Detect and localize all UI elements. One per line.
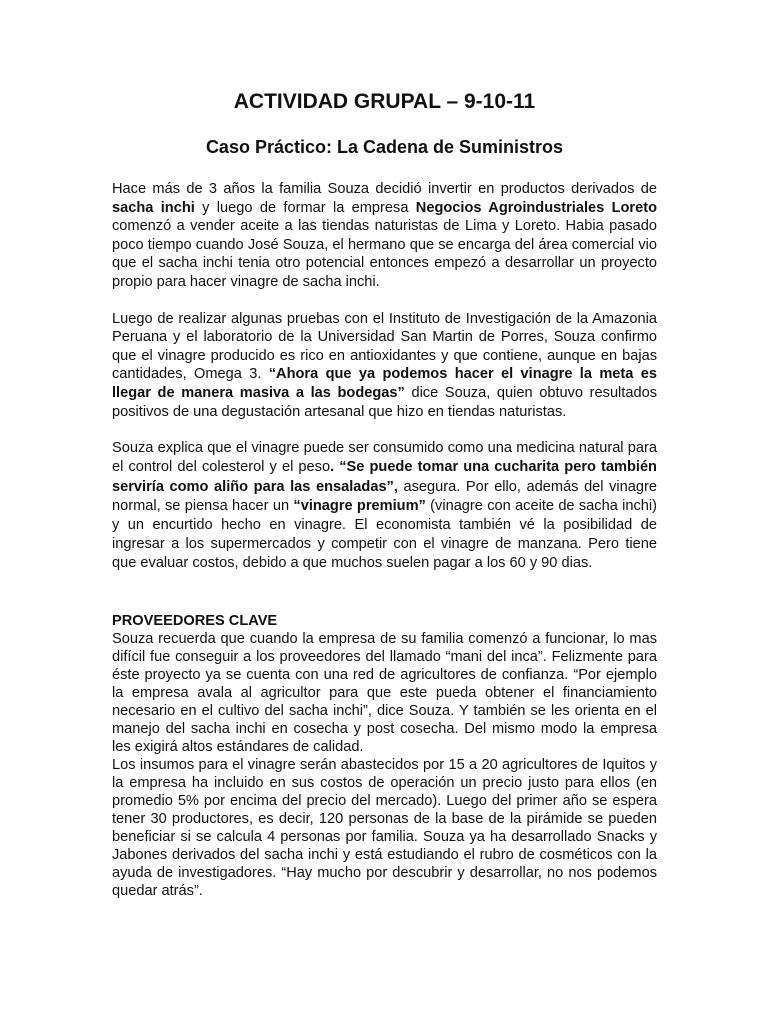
paragraph-text: (vinagre con aceite de sacha inchi) y un encurtido hecho en vinagre. El economista también vé la posibilidad de ingresar a los supermercados y competir con el vinagre de manzana. Pero tiene que evaluar costos, debido a que muchos suelen pagar a los 60 y 90 dias.: [112, 497, 657, 572]
paragraph-text: asegura. Por ello, además del vinagre normal, se piensa hacer un: [112, 478, 657, 514]
paragraph-suppliers: Souza recuerda que cuando la empresa de su familia comenzó a funcionar, lo mas difícil fue conseguir a los proveedores del llamado “mani del inca”. Felizmente para éste proyecto ya se cuenta con una red de agricultores de confianza. “Por ejemplo la empresa avala al agricultor para que este pueda obtener el financiamiento necesario en el cultivo del sacha inchi”, dice Souza. Y también se les orienta en el manejo del sacha inchi en cosecha y post cosecha. Del mismo modo la empresa les exigirá altos estándares de calidad.: [112, 630, 657, 755]
paragraph-text: Hace más de 3 años la familia Souza decidió invertir en productos derivados de: [112, 181, 657, 197]
paragraph-text: Luego de realizar algunas pruebas con el Instituto de Investigación de la Amazonia Peruana y el laboratorio de la Universidad San Martin de Porres, Souza confirmo que el vinagre producido es rico en antioxidantes y que contiene, aunque en bajas cantidades, Omega 3.: [112, 310, 657, 383]
bold-text: sacha inchi: [112, 199, 195, 216]
paragraph-text: y luego de formar la empresa: [194, 199, 416, 216]
paragraph-intro: [112, 180, 657, 292]
document-subtitle: Caso Práctico: La Cadena de Suministros: [205, 137, 564, 157]
paragraph-text: Souza explica que el vinagre puede ser consumido como una medicina natural para el control del colesterol y el peso: [112, 440, 657, 476]
paragraph-text: dice Souza, quien obtuvo resultados positivos de una degustación artesanal que hizo en tiendas naturistas.: [112, 384, 657, 420]
paragraph-research: [112, 310, 657, 422]
section-heading: PROVEEDORES CLAVE: [112, 612, 278, 629]
bold-text: “vinagre premium”: [293, 497, 426, 514]
document-page: [112, 88, 657, 900]
bold-text: Negocios Agroindustriales Loreto: [415, 199, 657, 216]
document-title: ACTIVIDAD GRUPAL – 9-10-11: [233, 90, 536, 113]
bold-quote: “Ahora que ya podemos hacer el vinagre la meta es llegar de manera masiva a las bodegas”: [112, 366, 657, 401]
paragraph-inputs: Los insumos para el vinagre serán abastecidos por 15 a 20 agricultores de Iquitos y la empresa ha incluido en sus costos de operación un precio justo para ellos (en promedio 5% por encima del precio del mercado). Luego del primer año se espera tener 30 productores, es decir, 120 personas de la base de la pirámide se pueden beneficiar si se calcula 4 personas por familia. Souza ya ha desarrollado Snacks y Jabones derivados del sacha inchi y está estudiando el rubro de cosméticos con la ayuda de investigadores. “Hay mucho por descubrir y desarrollar, no nos podemos quedar atrás”.: [112, 756, 657, 899]
paragraph-uses: [112, 439, 657, 573]
bold-quote: . “Se puede tomar una cucharita pero también serviría como aliño para las ensaladas”,: [112, 459, 657, 495]
paragraph-text: comenzó a vender aceite a las tiendas naturistas de Lima y Loreto. Habia pasado poco tiempo cuando José Souza, el hermano que se encarga del área comercial vio que el sacha inchi tenia otro potencial entonces empezó a desarrollar un proyecto propio para hacer vinagre de sacha inchi.: [112, 218, 657, 290]
